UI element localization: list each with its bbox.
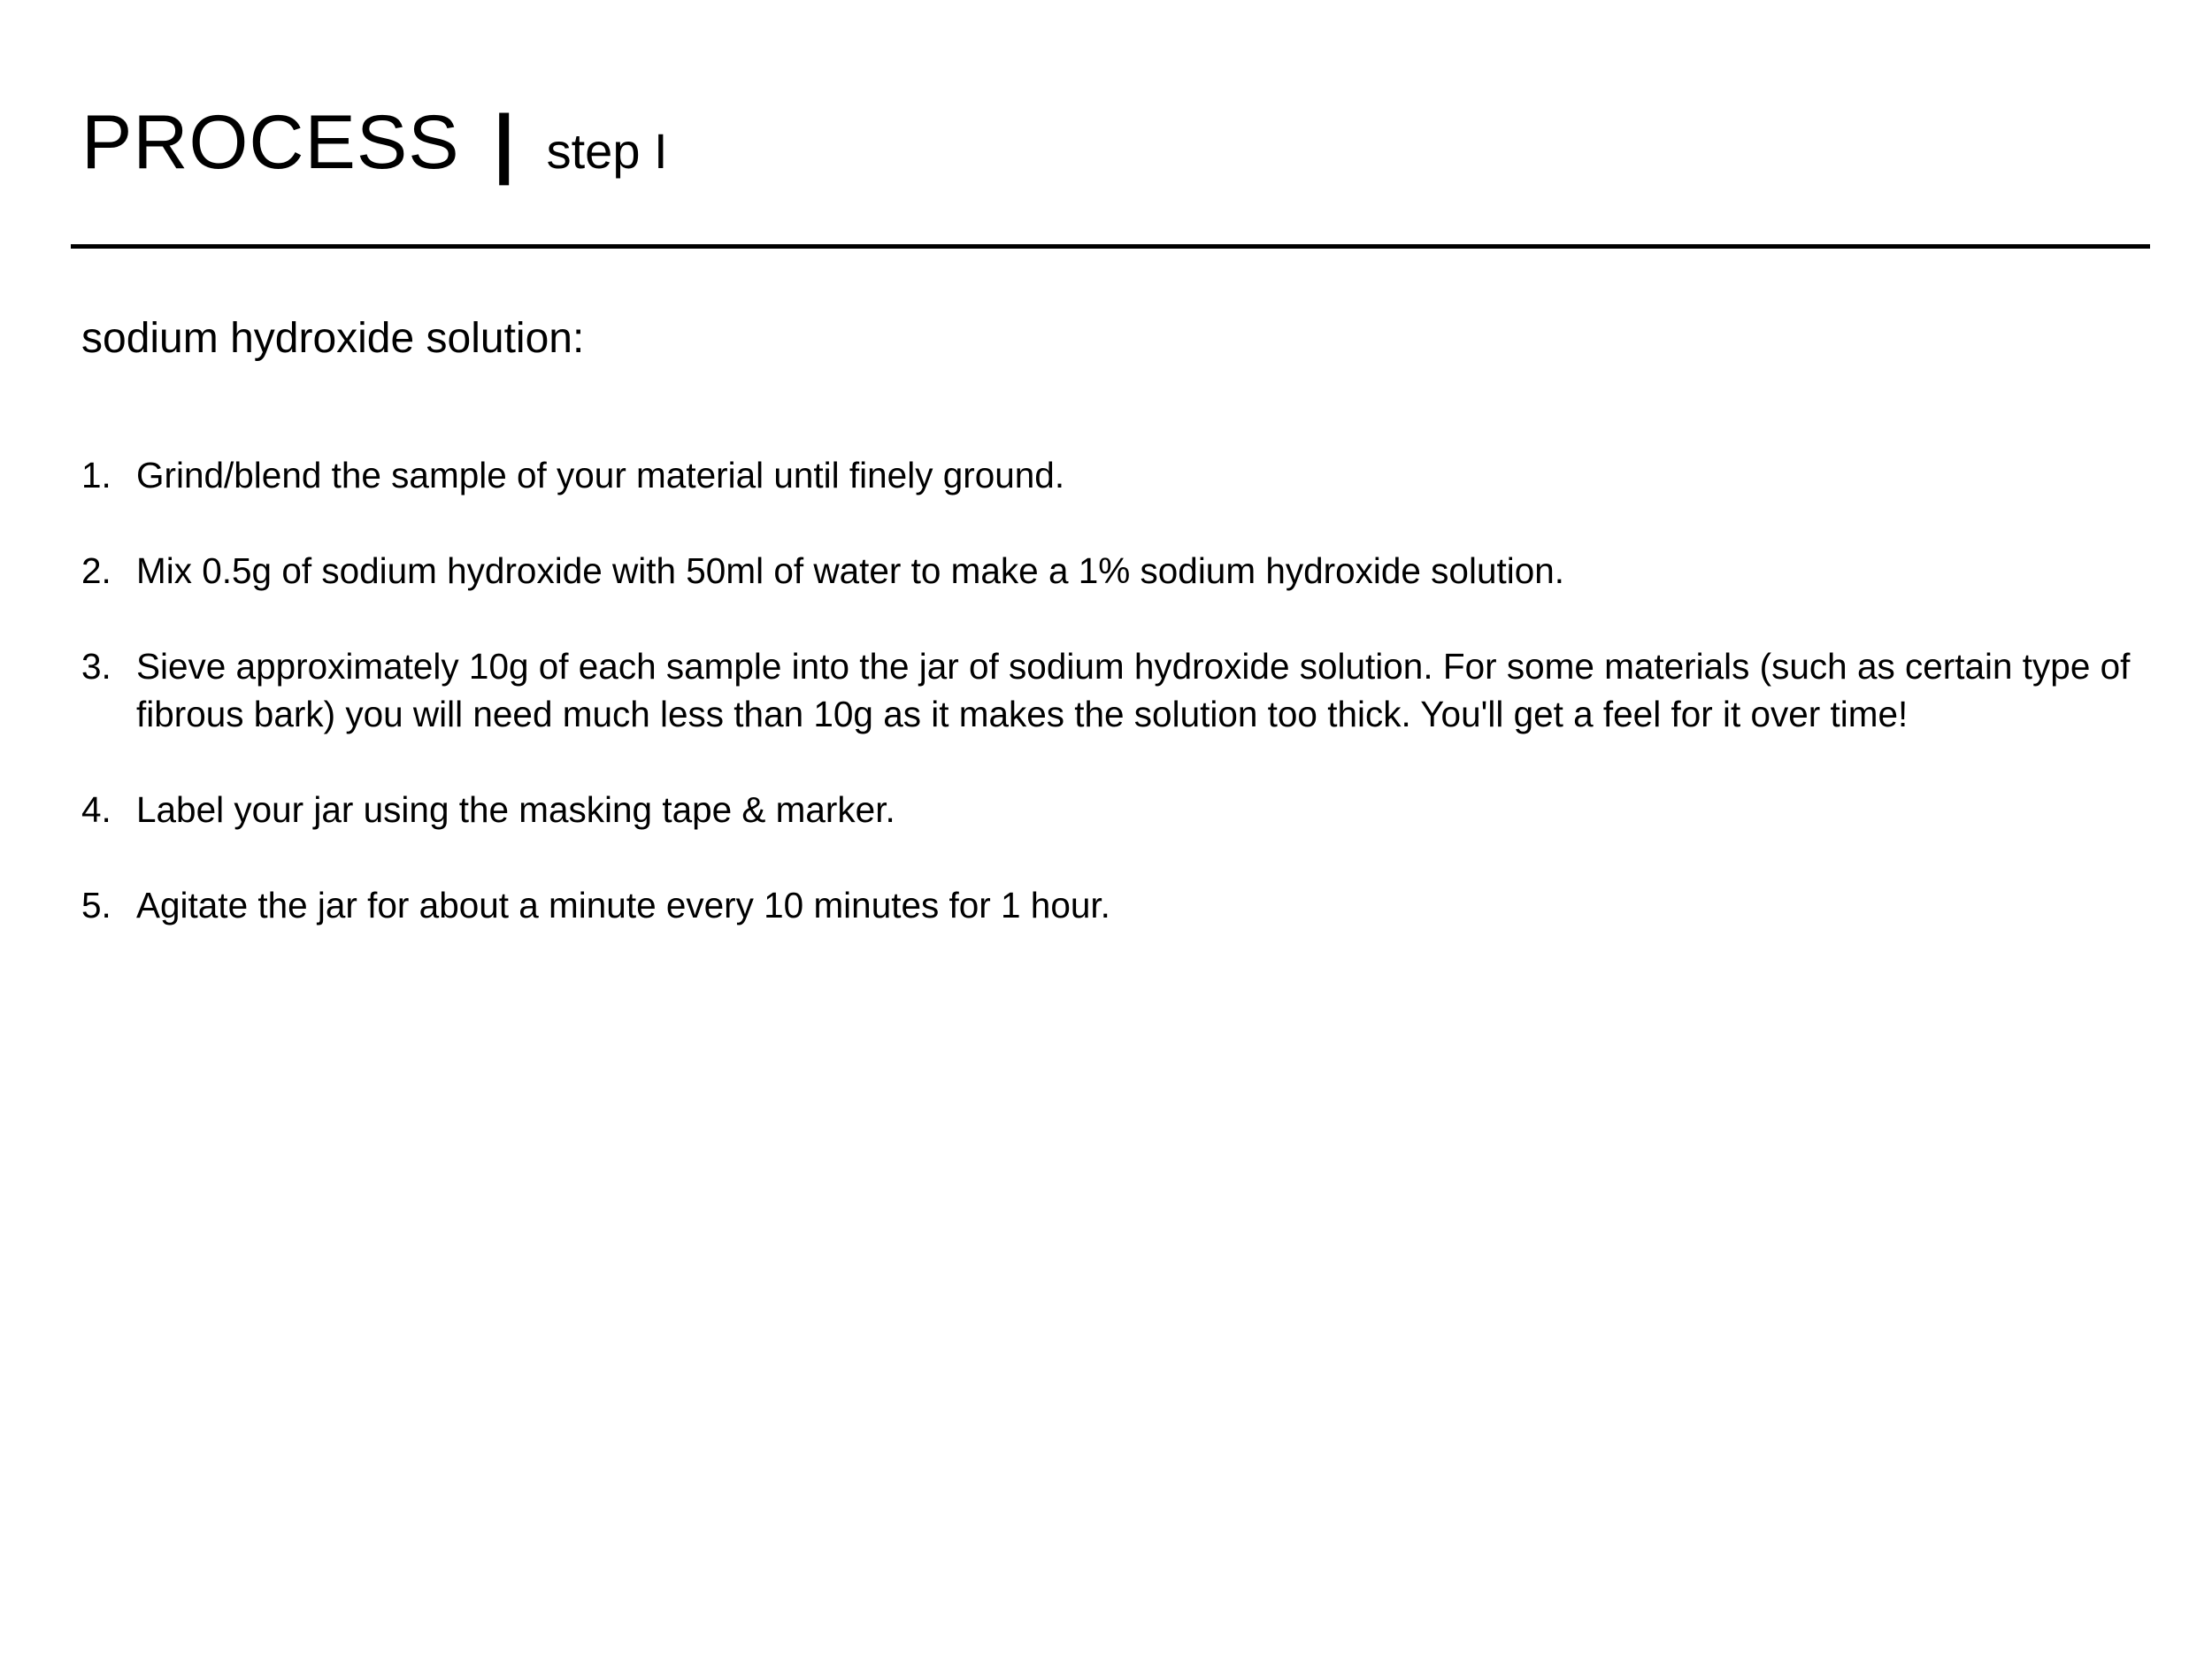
- step-text: Grind/blend the sample of your material until finely ground.: [136, 455, 1065, 495]
- step-number: 1.: [81, 455, 111, 495]
- page-header: [81, 100, 668, 185]
- step-number: 5.: [81, 885, 111, 926]
- steps-list: [81, 451, 2170, 977]
- step-text: Sieve approximately 10g of each sample into the jar of sodium hydroxide solution. For some materials (such as certain type of fibrous bark) you will need much less than 10g as it makes the solution too thick. You'll get a feel for it over time!: [136, 646, 2131, 734]
- step-text: Mix 0.5g of sodium hydroxide with 50ml of water to make a 1% sodium hydroxide solution.: [136, 550, 1565, 591]
- step-text: Agitate the jar for about a minute every 10 minutes for 1 hour.: [136, 885, 1110, 926]
- step-item: [81, 547, 2170, 595]
- section-heading: sodium hydroxide solution:: [81, 315, 585, 362]
- page-subtitle: step I: [546, 123, 668, 179]
- step-item: [81, 642, 2170, 738]
- step-text: Label your jar using the masking tape & marker.: [136, 789, 895, 830]
- title-separator: |: [493, 100, 515, 185]
- step-item: [81, 451, 2170, 499]
- step-item: [81, 786, 2170, 833]
- header-divider: [71, 244, 2150, 249]
- step-number: 4.: [81, 789, 111, 830]
- step-number: 3.: [81, 646, 111, 687]
- page-title: PROCESS: [81, 100, 460, 185]
- step-item: [81, 881, 2170, 929]
- step-number: 2.: [81, 550, 111, 591]
